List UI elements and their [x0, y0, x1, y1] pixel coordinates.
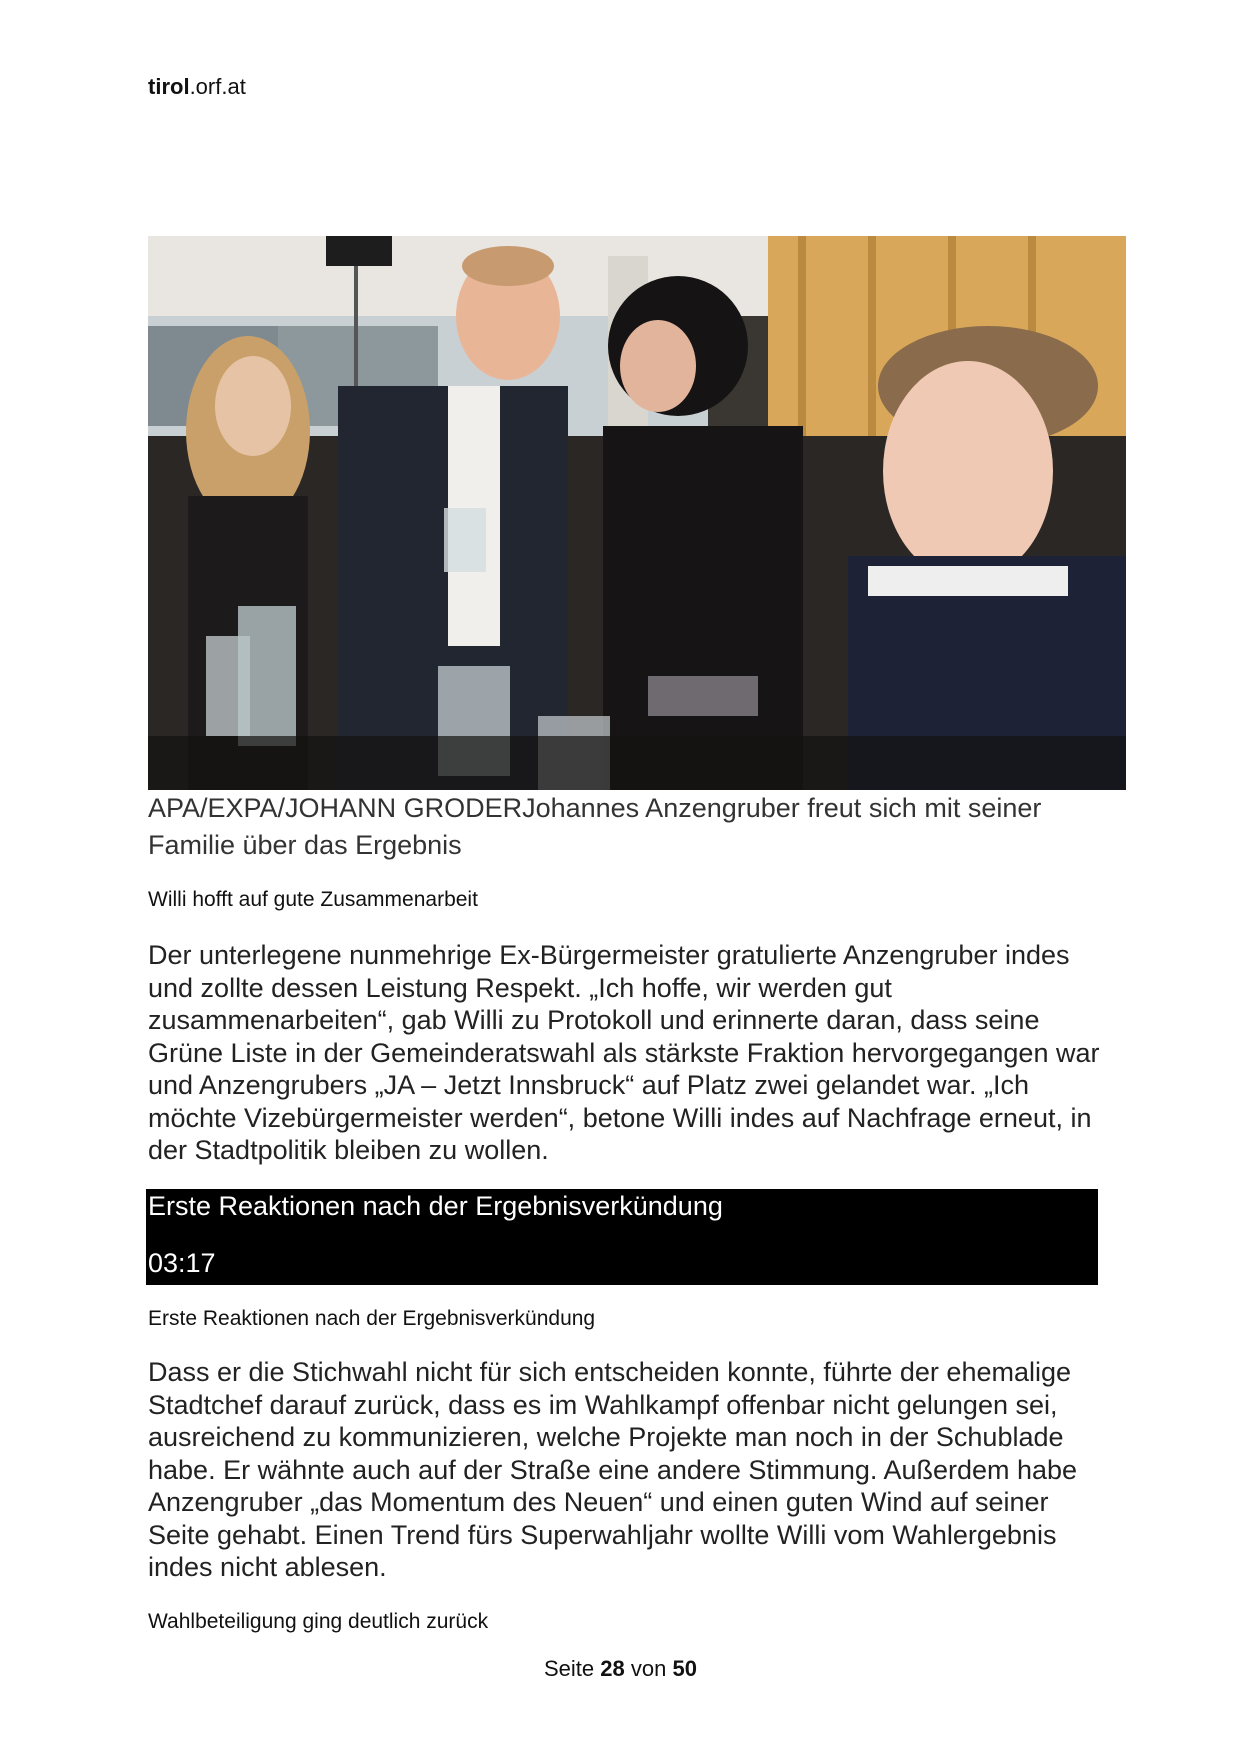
- site-name-domain: .orf.at: [189, 74, 246, 99]
- footer-page-number: 28: [600, 1656, 625, 1681]
- article-paragraph-2: Dass er die Stichwahl nicht für sich entscheiden konnte, führte der ehemalige Stadtchef darauf zurück, dass es im Wahlkampf offenbar nicht gelungen sei, ausreichend zu kommunizieren, welche Projekte man noch in der Schublade habe. Er wähnte auch auf der Straße eine andere Stimmung. Außerdem habe Anzengruber „das Momentum des Neuen“ und einen guten Wind auf seiner Seite gehabt. Einen Trend fürs Superwahljahr wollte Willi vom Wahlergebnis indes nicht ablesen.: [148, 1357, 1078, 1582]
- photo-caption: APA/EXPA/JOHANN GRODERJohannes Anzengruber freut sich mit seiner Familie über das Ergebnis: [148, 793, 1042, 860]
- footer-prefix: Seite: [544, 1656, 595, 1681]
- site-name: [148, 74, 246, 100]
- footer-middle: von: [630, 1656, 667, 1681]
- subheading-willi: Willi hofft auf gute Zusammenarbeit: [148, 888, 478, 911]
- site-name-bold: tirol: [148, 74, 190, 99]
- video-caption: Erste Reaktionen nach der Ergebnisverkündung: [148, 1307, 596, 1330]
- video-title: Erste Reaktionen nach der Ergebnisverkündung: [148, 1191, 723, 1221]
- article-photo: [148, 236, 1126, 790]
- article-paragraph-1: Der unterlegene nunmehrige Ex-Bürgermeister gratulierte Anzengruber indes und zollte dessen Leistung Respekt. „Ich hoffe, wir werden gut zusammenarbeiten“, gab Willi zu Protokoll und erinnerte daran, dass seine Grüne Liste in der Gemeinderatswahl als stärkste Fraktion hervorgegangen war und Anzengrubers „JA – Jetzt Innsbruck“ auf Platz zwei gelandet war. „Ich möchte Vizebürgermeister werden“, betone Willi indes auf Nachfrage erneut, in der Stadtpolitik bleiben zu wollen.: [148, 940, 1100, 1165]
- video-duration: 03:17: [148, 1248, 216, 1278]
- photo-image: [148, 236, 1126, 790]
- footer-total-pages: 50: [672, 1656, 697, 1681]
- video-player[interactable]: [146, 1189, 1098, 1285]
- subheading-wahlbeteiligung: Wahlbeteiligung ging deutlich zurück: [148, 1610, 489, 1633]
- page-footer: [0, 1656, 1241, 1682]
